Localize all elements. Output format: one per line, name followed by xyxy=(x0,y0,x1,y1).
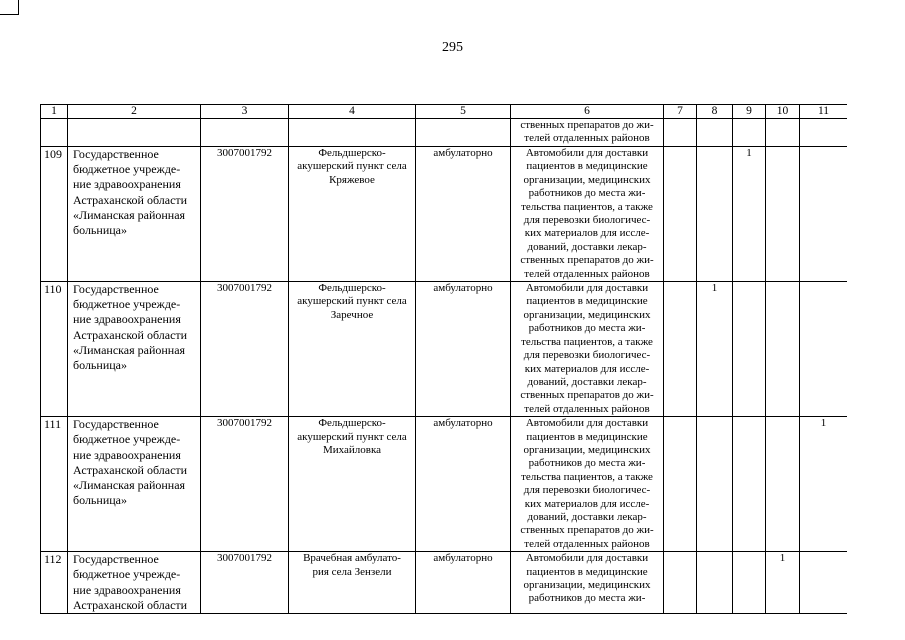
purpose-cell: Автомобили для доставки пациентов в медицинские организации, медицинских работников до места жи- тельства пациентов, а также для перевозки биологичес- ких материалов для иссле- дований, доставки лекар- ственных препаратов до жи- телей отдаленных районов xyxy=(511,147,664,282)
organization-cell: Государственное бюджетное учрежде- ние здравоохранения Астраханской области «Лиманская районная больница» xyxy=(68,282,201,417)
cont-mode-cell xyxy=(416,119,511,147)
count-col-11-cell: 1 xyxy=(800,417,848,552)
count-col-8-cell xyxy=(697,147,733,282)
count-col-10-cell xyxy=(766,417,800,552)
mode-cell: амбулаторно xyxy=(416,282,511,417)
row-number-cell: 111 xyxy=(41,417,68,552)
row-number-cell: 112 xyxy=(41,552,68,614)
cont-inn-cell xyxy=(201,119,289,147)
header-col-9: 9 xyxy=(733,105,766,119)
continuation-row xyxy=(41,119,848,147)
row-number-cell: 109 xyxy=(41,147,68,282)
table-row xyxy=(41,147,848,282)
facility-cell: Фельдшерско- акушерский пункт села Михайловка xyxy=(289,417,416,552)
count-col-10-cell xyxy=(766,282,800,417)
mode-cell: амбулаторно xyxy=(416,552,511,614)
document-table xyxy=(40,104,847,614)
cont-c10-cell xyxy=(766,119,800,147)
cont-c11-cell xyxy=(800,119,848,147)
purpose-cell: Автомобили для доставки пациентов в медицинские организации, медицинских работников до места жи- xyxy=(511,552,664,614)
purpose-cell: Автомобили для доставки пациентов в медицинские организации, медицинских работников до места жи- тельства пациентов, а также для перевозки биологичес- ких материалов для иссле- дований, доставки лекар- ственных препаратов до жи- телей отдаленных районов xyxy=(511,417,664,552)
organization-cell: Государственное бюджетное учрежде- ние здравоохранения Астраханской области xyxy=(68,552,201,614)
count-col-7-cell xyxy=(664,417,697,552)
count-col-7-cell xyxy=(664,552,697,614)
count-col-10-cell xyxy=(766,147,800,282)
facility-cell: Врачебная амбулато- рия села Зензели xyxy=(289,552,416,614)
count-col-9-cell: 1 xyxy=(733,147,766,282)
inn-cell: 3007001792 xyxy=(201,282,289,417)
count-col-10-cell: 1 xyxy=(766,552,800,614)
purpose-cell: Автомобили для доставки пациентов в медицинские организации, медицинских работников до места жи- тельства пациентов, а также для перевозки биологичес- ких материалов для иссле- дований, доставки лекар- ственных препаратов до жи- телей отдаленных районов xyxy=(511,282,664,417)
count-col-11-cell xyxy=(800,282,848,417)
count-col-7-cell xyxy=(664,282,697,417)
count-col-11-cell xyxy=(800,552,848,614)
cont-org-cell xyxy=(68,119,201,147)
facility-cell: Фельдшерско- акушерский пункт села Кряжевое xyxy=(289,147,416,282)
table-row xyxy=(41,552,848,614)
cont-c8-cell xyxy=(697,119,733,147)
organization-cell: Государственное бюджетное учрежде- ние здравоохранения Астраханской области «Лиманская районная больница» xyxy=(68,417,201,552)
cont-facility-cell xyxy=(289,119,416,147)
header-col-4: 4 xyxy=(289,105,416,119)
inn-cell: 3007001792 xyxy=(201,417,289,552)
header-col-1: 1 xyxy=(41,105,68,119)
count-col-8-cell xyxy=(697,552,733,614)
document-table-container xyxy=(40,104,847,634)
count-col-9-cell xyxy=(733,552,766,614)
page-number: 295 xyxy=(442,40,463,55)
table-row xyxy=(41,282,848,417)
header-col-11: 11 xyxy=(800,105,848,119)
header-row xyxy=(41,105,848,119)
cont-c7-cell xyxy=(664,119,697,147)
header-col-6: 6 xyxy=(511,105,664,119)
cont-c9-cell xyxy=(733,119,766,147)
header-col-2: 2 xyxy=(68,105,201,119)
corner-mark xyxy=(0,0,19,15)
cont-num-cell xyxy=(41,119,68,147)
count-col-8-cell xyxy=(697,417,733,552)
count-col-9-cell xyxy=(733,282,766,417)
row-number-cell: 110 xyxy=(41,282,68,417)
header-col-8: 8 xyxy=(697,105,733,119)
mode-cell: амбулаторно xyxy=(416,147,511,282)
organization-cell: Государственное бюджетное учрежде- ние здравоохранения Астраханской области «Лиманская районная больница» xyxy=(68,147,201,282)
count-col-8-cell: 1 xyxy=(697,282,733,417)
count-col-11-cell xyxy=(800,147,848,282)
cont-purpose-cell: ственных препаратов до жи- телей отдаленных районов xyxy=(511,119,664,147)
facility-cell: Фельдшерско- акушерский пункт села Заречное xyxy=(289,282,416,417)
inn-cell: 3007001792 xyxy=(201,552,289,614)
header-col-5: 5 xyxy=(416,105,511,119)
count-col-7-cell xyxy=(664,147,697,282)
header-col-3: 3 xyxy=(201,105,289,119)
count-col-9-cell xyxy=(733,417,766,552)
inn-cell: 3007001792 xyxy=(201,147,289,282)
table-row xyxy=(41,417,848,552)
mode-cell: амбулаторно xyxy=(416,417,511,552)
header-col-7: 7 xyxy=(664,105,697,119)
header-col-10: 10 xyxy=(766,105,800,119)
